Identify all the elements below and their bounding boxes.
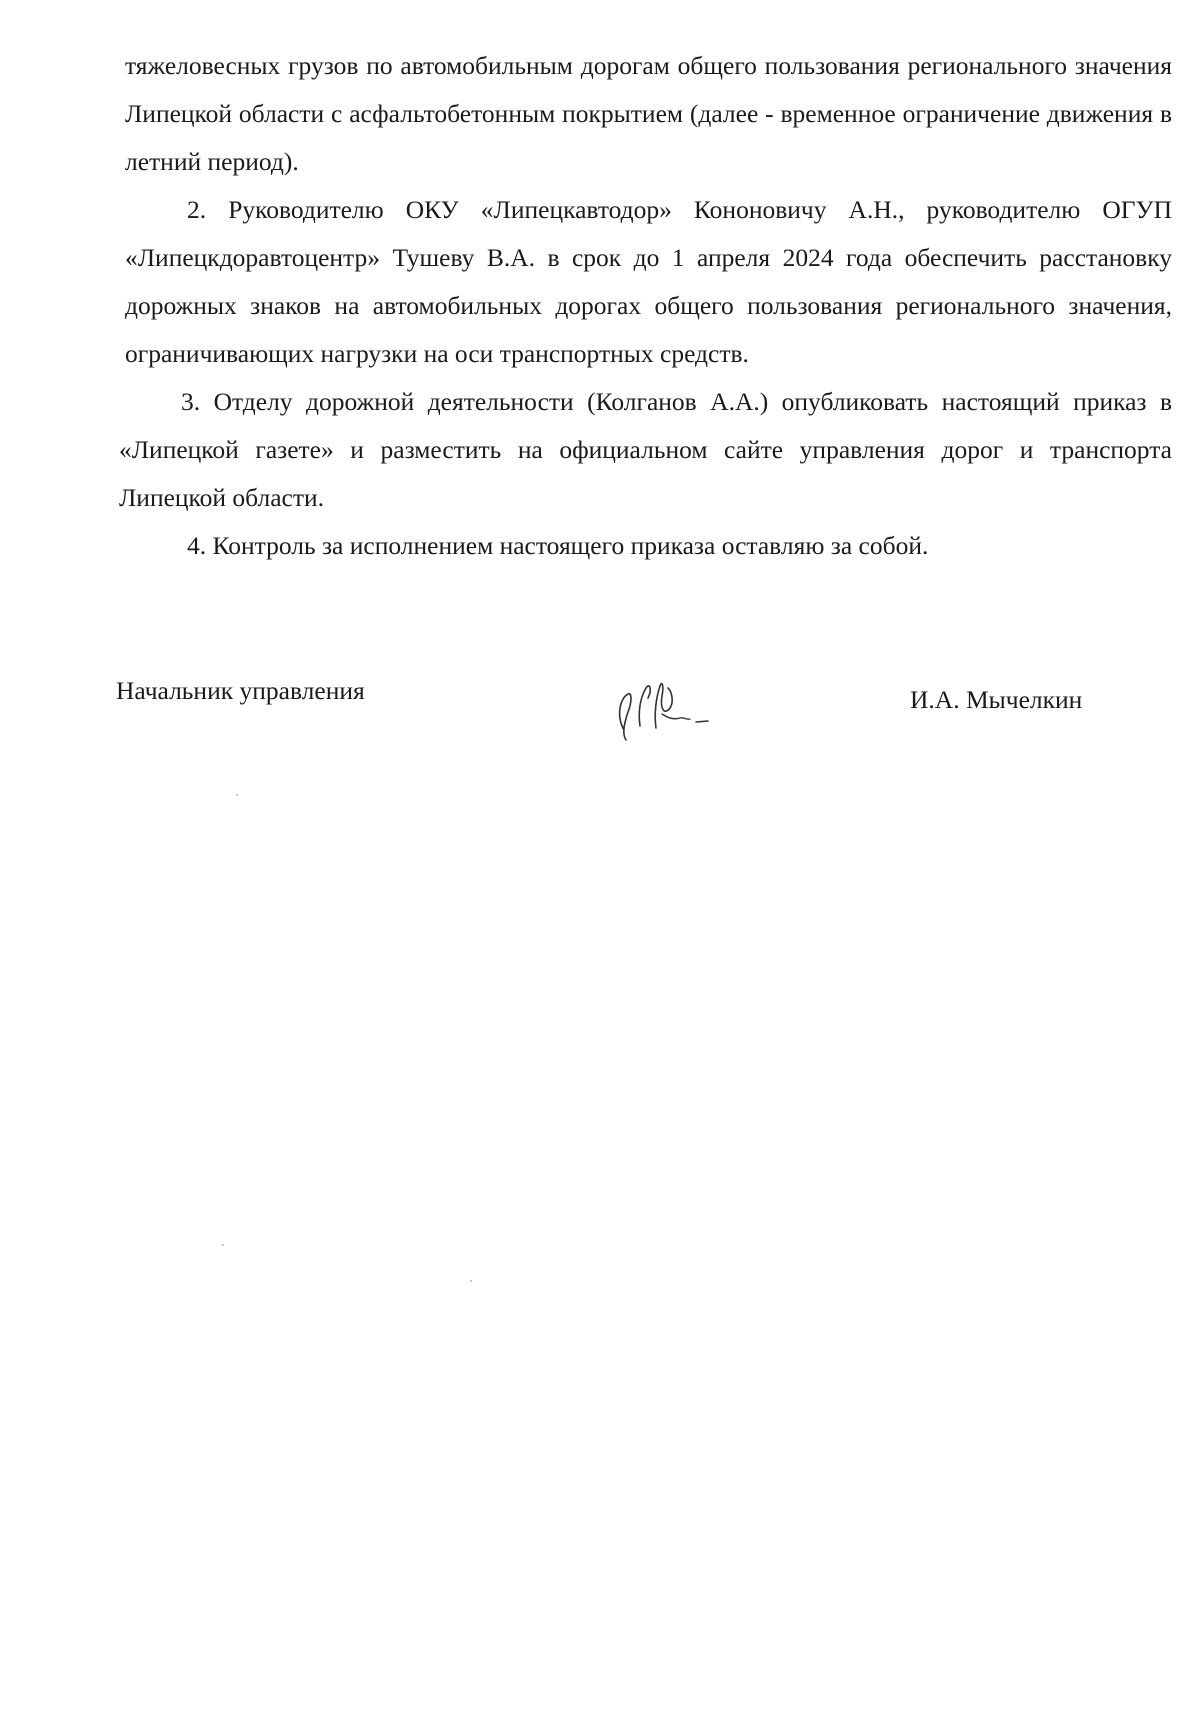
handwritten-signature (610, 668, 730, 748)
scan-speck (470, 1280, 472, 1282)
signatory-position-title: Начальник управления (116, 676, 365, 705)
paragraph-1-continuation: тяжеловесных грузов по автомобильным дорогам общего пользования регионального значения Липецкой области с асфальтобетонным покрытием (далее - временное ограничение движения в летний период). (125, 51, 1172, 176)
signatory-name: И.А. Мычелкин (910, 685, 1083, 714)
scan-speck (236, 794, 238, 796)
scan-speck (222, 1244, 224, 1246)
paragraph-2: 2. Руководителю ОКУ «Липецкавтодор» Кононовичу А.Н., руководителю ОГУП «Липецкдоравтоцентр» Тушеву В.А. в срок до 1 апреля 2024 года обеспечить расстановку дорожных знаков на автомобильных дорогах общего пользования регионального значения, ограничивающих нагрузки на оси транспортных средств. (125, 195, 1172, 368)
paragraph-4: 4. Контроль за исполнением настоящего приказа оставляю за собой. (187, 531, 929, 560)
paragraph-3: 3. Отделу дорожной деятельности (Колганов А.А.) опубликовать настоящий приказ в «Липецкой газете» и разместить на официальном сайте управления дорог и транспорта Липецкой области. (119, 387, 1172, 512)
